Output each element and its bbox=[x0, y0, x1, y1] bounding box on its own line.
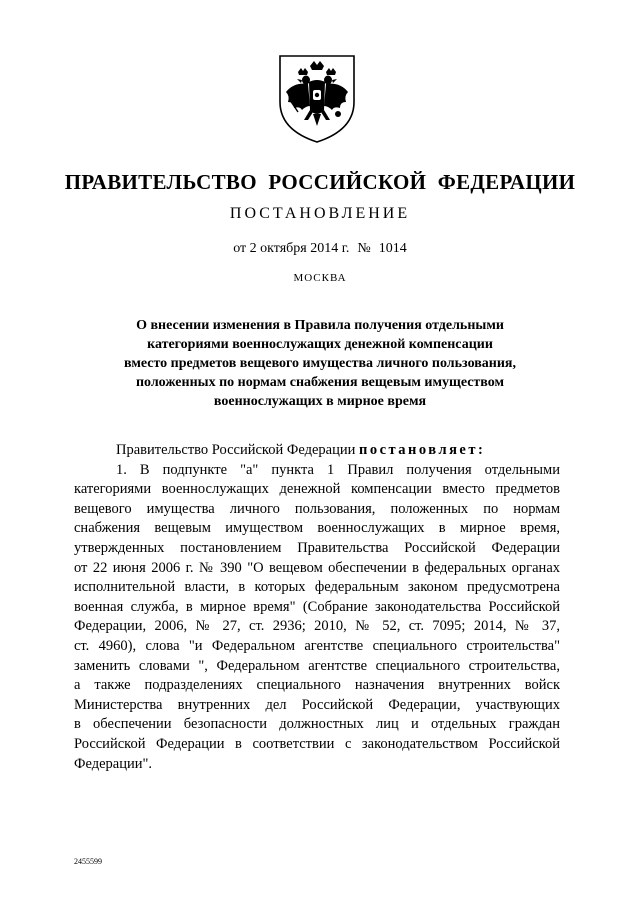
preamble bbox=[74, 441, 560, 461]
body-line: от 22 июня 2006 г. № 390 "О вещевом обеспечении в федеральных органах bbox=[74, 559, 560, 576]
body-line: ст. 4960), слова "и Федеральном агентстве специального строительства" bbox=[74, 637, 560, 654]
document-type: ПОСТАНОВЛЕНИЕ bbox=[229, 205, 411, 222]
document-date-number bbox=[0, 241, 640, 257]
subject-line: вместо предметов вещевого имущества личного пользования, bbox=[124, 356, 516, 371]
body-line: Министерства внутренних дел Российской Федерации, участвующих bbox=[74, 696, 560, 713]
document-date: от 2 октября 2014 г. bbox=[233, 241, 350, 256]
body-line: Федерации". bbox=[74, 755, 153, 772]
document-body bbox=[74, 441, 560, 774]
subject-line: военнослужащих в мирное время bbox=[213, 394, 427, 409]
document-subject bbox=[90, 316, 550, 411]
preamble-prefix: Правительство Российской Федерации bbox=[116, 442, 359, 458]
organization-title: ПРАВИТЕЛЬСТВО РОССИЙСКОЙ ФЕДЕРАЦИИ bbox=[64, 170, 576, 194]
body-line: Федерации, 2006, № 27, ст. 2936; 2010, № 52, ст. 7095; 2014, № 37, bbox=[74, 618, 560, 635]
body-line: утвержденных постановлением Правительства Российской Федерации bbox=[74, 539, 560, 556]
body-line: вещевого имущества личного пользования, положенных по нормам bbox=[74, 500, 560, 517]
body-line: снабжения вещевым имуществом военнослужащих в мирное время, bbox=[74, 520, 560, 537]
body-line: Российской Федерации в соответствии с законодательством Российской bbox=[74, 735, 560, 752]
preamble-action: постановляет: bbox=[358, 442, 486, 458]
state-emblem-icon bbox=[276, 52, 358, 144]
document-code: 2455599 bbox=[74, 857, 102, 866]
subject-line: О внесении изменения в Правила получения отдельными bbox=[136, 318, 504, 333]
document-city: МОСКВА bbox=[293, 272, 347, 284]
document-number: 1014 bbox=[378, 241, 407, 256]
body-line: 1. В подпункте "а" пункта 1 Правил получения отдельными bbox=[116, 461, 560, 478]
body-line: военная служба, в мирное время" (Собрание законодательства Российской bbox=[74, 598, 560, 615]
body-line: в обеспечении безопасности должностных лиц и отдельных граждан bbox=[74, 716, 560, 733]
subject-line: положенных по нормам снабжения вещевым имуществом bbox=[135, 375, 505, 390]
body-line: категориями военнослужащих денежной компенсации вместо предметов bbox=[74, 481, 560, 498]
body-line: исполнительной власти, в которых федеральным законом предусмотрена bbox=[74, 579, 560, 596]
number-sign: № bbox=[357, 241, 371, 256]
body-line: а также подразделениях специального назначения внутренних войск bbox=[74, 677, 560, 694]
subject-line: категориями военнослужащих денежной компенсации bbox=[147, 337, 493, 352]
body-line: заменить словами ", Федеральном агентстве специального строительства, bbox=[74, 657, 560, 674]
